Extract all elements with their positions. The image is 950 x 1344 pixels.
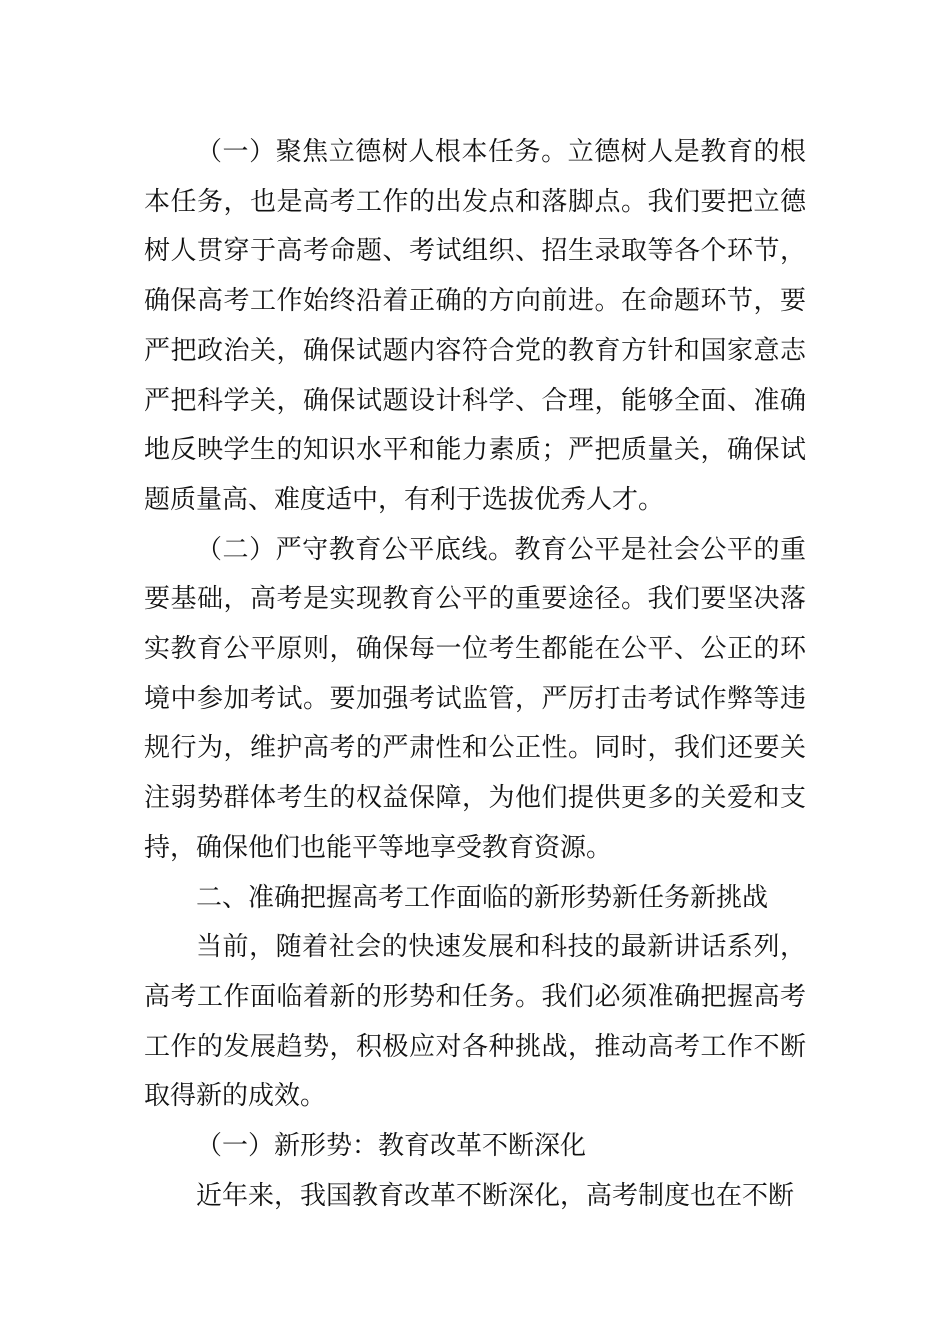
section-heading-new-situation: 二、准确把握高考工作面临的新形势新任务新挑战 bbox=[196, 882, 769, 913]
document-body bbox=[144, 128, 806, 1221]
paragraph-reform-intro: 近年来，我国教育改革不断深化，高考制度也在不断 bbox=[196, 1180, 795, 1211]
paragraph-moral-education: （一）聚焦立德树人根本任务。立德树人是教育的根本任务，也是高考工作的出发点和落脚点。我们要把立德树人贯穿于高考命题、考试组织、招生录取等各个环节，确保高考工作始终沿着正确的方向前进。在命题环节，要严把政治关，确保试题内容符合党的教育方针和国家意志严把科学关，确保试题设计科学、合理，能够全面、准确地反映学生的知识水平和能力素质；严把质量关，确保试题质量高、难度适中，有利于选拔优秀人才。 bbox=[144, 137, 806, 515]
subsection-heading-education-reform: （一）新形势：教育改革不断深化 bbox=[196, 1131, 587, 1162]
paragraph-current-situation: 当前，随着社会的快速发展和科技的最新讲话系列，高考工作面临着新的形势和任务。我们必须准确把握高考工作的发展趋势，积极应对各种挑战，推动高考工作不断取得新的成效。 bbox=[144, 932, 806, 1112]
paragraph-education-fairness: （二）严守教育公平底线。教育公平是社会公平的重要基础，高考是实现教育公平的重要途径。我们要坚决落实教育公平原则，确保每一位考生都能在公平、公正的环境中参加考试。要加强考试监管，严厉打击考试作弊等违规行为，维护高考的严肃性和公正性。同时，我们还要关注弱势群体考生的权益保障，为他们提供更多的关爱和支持，确保他们也能平等地享受教育资源。 bbox=[144, 534, 806, 863]
